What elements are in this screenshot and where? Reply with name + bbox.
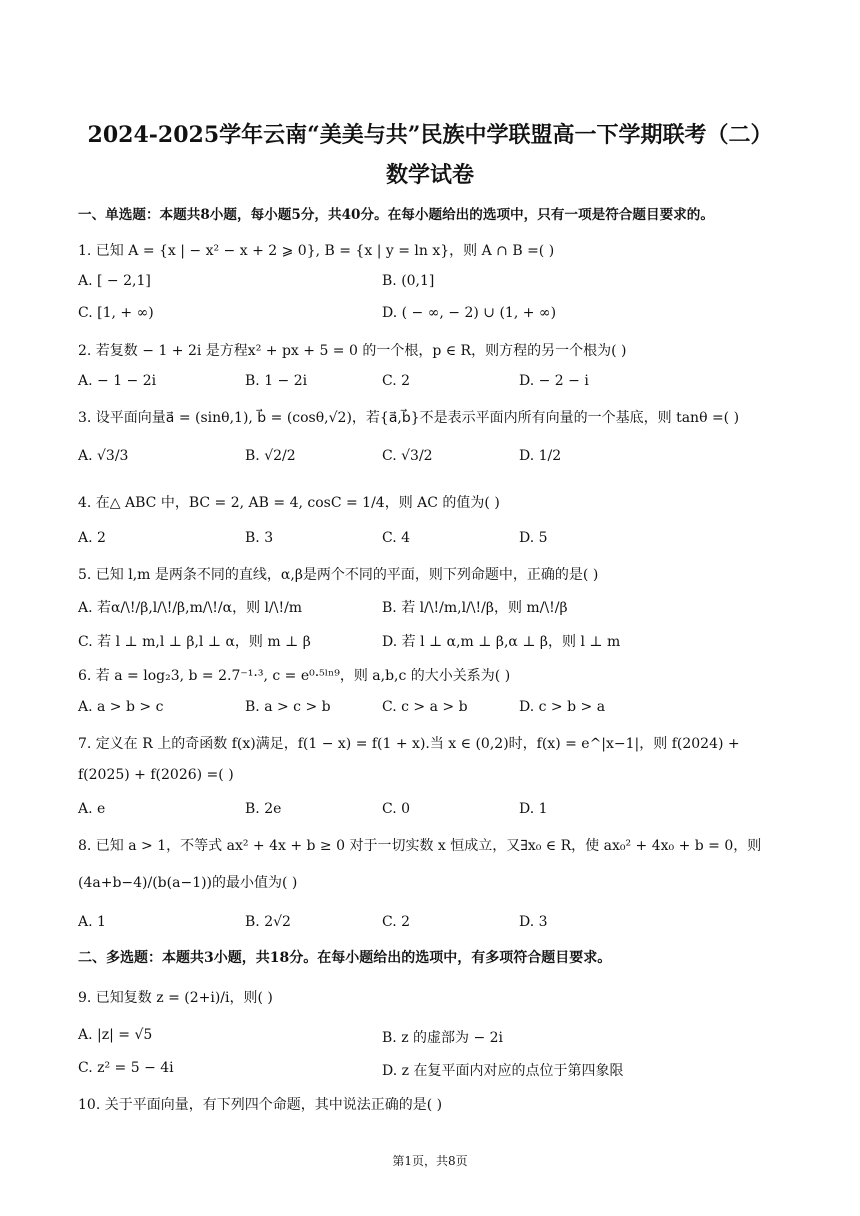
- option: C. z² = 5 − 4i: [78, 1060, 174, 1076]
- option: A. |z| = √5: [78, 1027, 153, 1043]
- option: A. 2: [78, 530, 106, 546]
- option: C. 0: [382, 801, 411, 817]
- option: B. z 的虚部为 − 2i: [382, 1030, 504, 1046]
- option: D. 1/2: [519, 448, 562, 464]
- option: A. e: [78, 801, 106, 817]
- question-stem: 2. 若复数 − 1 + 2i 是方程x² + px + 5 = 0 的一个根，p ∈ R，则方程的另一个根为( ): [78, 343, 627, 359]
- section-heading-multi: 二、多选题：本题共3小题，共18分。在每小题给出的选项中，有多项符合题目要求。: [78, 950, 612, 966]
- option: A. a > b > c: [78, 699, 164, 715]
- question-stem: 6. 若 a = log₂3, b = 2.7⁻¹·³, c = e⁰·⁵ˡⁿ⁹，则 a,b,c 的大小关系为( ): [78, 668, 511, 684]
- option: D. 1: [519, 801, 548, 817]
- option: C. 若 l ⊥ m,l ⊥ β,l ⊥ α，则 m ⊥ β: [78, 634, 311, 650]
- question-stem: 4. 在△ ABC 中，BC = 2, AB = 4, cosC = 1/4，则 AC 的值为( ): [78, 495, 500, 511]
- option: A. − 1 − 2i: [78, 373, 157, 389]
- option: D. c > b > a: [519, 699, 606, 715]
- option: B. (0,1]: [382, 273, 435, 289]
- option: A. √3/3: [78, 448, 129, 464]
- question-stem: 9. 已知复数 z = (2+i)/i，则( ): [78, 990, 273, 1006]
- option: C. c > a > b: [382, 699, 468, 715]
- option: B. 若 l/\!/m,l/\!/β，则 m/\!/β: [382, 600, 568, 616]
- question-stem-continued: f(2025) + f(2026) =( ): [78, 767, 234, 783]
- question-stem: 10. 关于平面向量，有下列四个命题，其中说法正确的是( ): [78, 1097, 443, 1113]
- option: D. 若 l ⊥ α,m ⊥ β,α ⊥ β，则 l ⊥ m: [382, 634, 621, 650]
- option: A. 1: [78, 914, 106, 930]
- question-stem: 7. 定义在 R 上的奇函数 f(x)满足，f(1 − x) = f(1 + x).当 x ∈ (0,2)时，f(x) = e^|x−1|，则 f(2024) +: [78, 736, 740, 752]
- question-stem: 1. 已知 A = {x | − x² − x + 2 ⩾ 0}, B = {x | y = ln x}，则 A ∩ B =( ): [78, 243, 555, 259]
- option: A. [ − 2,1]: [78, 273, 151, 289]
- option: D. 3: [519, 914, 548, 930]
- option: C. 2: [382, 914, 411, 930]
- option: D. − 2 − i: [519, 373, 589, 389]
- option: C. 4: [382, 530, 411, 546]
- question-stem-continued: (4a+b−4)/(b(a−1))的最小值为( ): [78, 875, 298, 891]
- option: C. [1, + ∞): [78, 305, 154, 321]
- question-stem: 3. 设平面向量a⃗ = (sinθ,1), b⃗ = (cosθ,√2)，若{a⃗,b⃗}不是表示平面内所有向量的一个基底，则 tanθ =( ): [78, 410, 740, 426]
- option: B. 2√2: [245, 914, 291, 930]
- option: B. √2/2: [245, 448, 296, 464]
- page-subtitle: 数学试卷: [385, 162, 474, 188]
- option: C. √3/2: [382, 448, 433, 464]
- option: B. a > c > b: [245, 699, 331, 715]
- option: D. 5: [519, 530, 548, 546]
- question-stem: 5. 已知 l,m 是两条不同的直线，α,β是两个不同的平面，则下列命题中，正确的是( ): [78, 567, 599, 583]
- option: D. ( − ∞, − 2) ∪ (1, + ∞): [382, 305, 557, 321]
- option: D. z 在复平面内对应的点位于第四象限: [382, 1063, 624, 1079]
- page-footer: 第1页，共8页: [392, 1154, 468, 1168]
- question-stem: 8. 已知 a > 1，不等式 ax² + 4x + b ≥ 0 对于一切实数 x 恒成立，又∃x₀ ∈ R，使 ax₀² + 4x₀ + b = 0，则: [78, 838, 762, 854]
- option: B. 3: [245, 530, 274, 546]
- section-heading-single: 一、单选题：本题共8小题，每小题5分，共40分。在每小题给出的选项中，只有一项是符合题目要求的。: [78, 207, 714, 223]
- option: B. 2e: [245, 801, 282, 817]
- option: A. 若α/\!/β,l/\!/β,m/\!/α，则 l/\!/m: [78, 600, 303, 616]
- option: B. 1 − 2i: [245, 373, 308, 389]
- option: C. 2: [382, 373, 411, 389]
- page-title: 2024-2025学年云南“美美与共”民族中学联盟高一下学期联考（二）: [87, 122, 773, 148]
